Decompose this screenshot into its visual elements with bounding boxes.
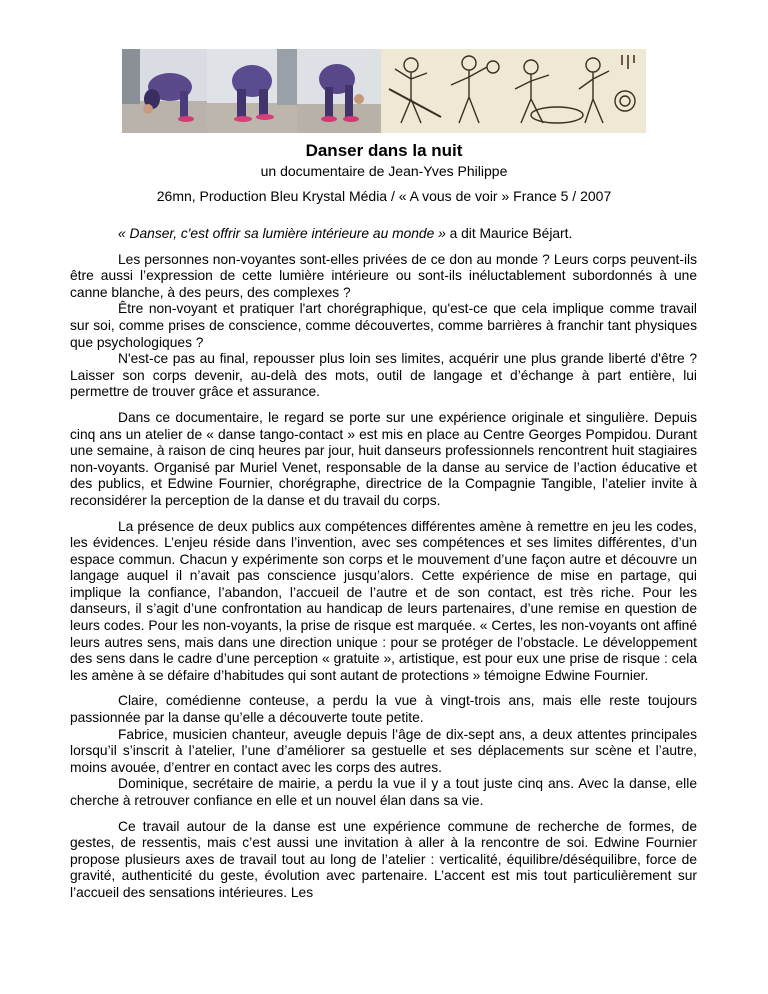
paragraph: N'est-ce pas au final, repousser plus loin ses limites, acquérir une plus grande liberté d'être ? Laisser son corps devenir, au-delà des mots, outil de langage et d’échange à part entière, lui permettre de trouver grâce et assurance. [70, 351, 697, 400]
paragraph: Fabrice, musicien chanteur, aveugle depuis l’âge de dix-sept ans, a deux attentes principales lorsqu’il s’inscrit à l’atelier, l’une d’améliorer sa gestuelle et ses déplacements sur scène et l’autre, moins avouée, d’entrer en contact avec les corps des autres. [70, 726, 697, 775]
paragraph: Ce travail autour de la danse est une expérience commune de recherche de formes, de gestes, de ressentis, mais c’est aussi une invitation à aller à la rencontre de soi. Edwine Fournier propose plusieurs axes de travail tout au long de l’atelier : verticalité, équilibre/déséquilibre, force de gravité, authenticité du geste, évolution avec partenaire. L’accent est mis tout particulièrement sur l’accueil des sensations intérieures. Les [70, 818, 697, 900]
paragraph: La présence de deux publics aux compétences différentes amène à remettre en jeu les codes, les évidences. L’enjeu réside dans l’invention, avec ses compétences et ses limites différentes, d’un espace commun. Chacun y expérimente son corps et le mouvement d’une façon autre et découvre un langage auquel il n’avait pas conscience jusqu’alors. Cette expérience de mise en partage, qui implique la confiance, l’abandon, l’accueil de l’autre et de son contact, est très riche. Pour les danseurs, il s’agit d’une confrontation au handicap de leurs partenaires, d’une remise en question de leurs codes. Pour les non-voyants, la prise de risque est marquée. « Certes, les non-voyants ont affiné leurs autres sens, mais dans une direction unique : pour se protéger de l’obstacle. Le développement des sens dans le cadre d’une perception « gratuite », artistique, est pour eux une prise de risque : cela les amène à se défaire d’habitudes qui sont autant de protections » témoigne Edwine Fournier. [70, 518, 697, 683]
bejart-quote: « Danser, c'est offrir sa lumière intérieure au monde » [118, 226, 446, 241]
document-title: Danser dans la nuit [305, 141, 463, 160]
paragraph: Être non-voyant et pratiquer l'art chorégraphique, qu'est-ce que cela implique comme travail sur soi, comme prises de conscience, comme découvertes, comme barrières à franchir tant physiques que psychologiques ? [70, 301, 697, 350]
paragraph: Dans ce documentaire, le regard se porte sur une expérience originale et singulière. Depuis cinq ans un atelier de « danse tango-contact » est mis en place au Centre Georges Pompidou. Durant une semaine, à raison de cinq heures par jour, huit danseurs professionnels rencontrent huit stagiaires non-voyants. Organisé par Muriel Venet, responsable de la danse au service de l’action éducative et des publics, et Edwine Fournier, chorégraphe, directrice de la Compagnie Tangible, l’atelier invite à reconsidérer la perception de la danse et du travail du corps. [70, 409, 697, 508]
production-credits: 26mn, Production Bleu Krystal Média / « A vous de voir » France 5 / 2007 [156, 188, 612, 204]
paragraph: Claire, comédienne conteuse, a perdu la vue à vingt-trois ans, mais elle reste toujours passionnée par la danse qu’elle a découverte toute petite. [70, 693, 697, 726]
dancer-photo-1 [122, 49, 207, 133]
quote-attribution: a dit Maurice Béjart. [445, 226, 573, 241]
quote-paragraph [70, 226, 697, 243]
header-banner [122, 49, 646, 133]
paragraph: Dominique, secrétaire de mairie, a perdu la vue il y a tout juste cinq ans. Avec la danse, elle cherche à retrouver confiance en elle et un nouvel élan dans sa vie. [70, 776, 697, 808]
article-body [70, 226, 697, 902]
dancer-photo-2 [207, 49, 297, 133]
dancer-photo-3 [297, 49, 381, 133]
document-subtitle: un documentaire de Jean-Yves Philippe [260, 163, 508, 179]
engraving-figures [381, 49, 646, 133]
paragraph: Les personnes non-voyantes sont-elles privées de ce don au monde ? Leurs corps peuvent-ils être aussi l’expression de cette lumière intérieure ou sont-ils inéluctablement subordonnés à une canne blanche, à des peurs, des complexes ? [70, 251, 697, 300]
